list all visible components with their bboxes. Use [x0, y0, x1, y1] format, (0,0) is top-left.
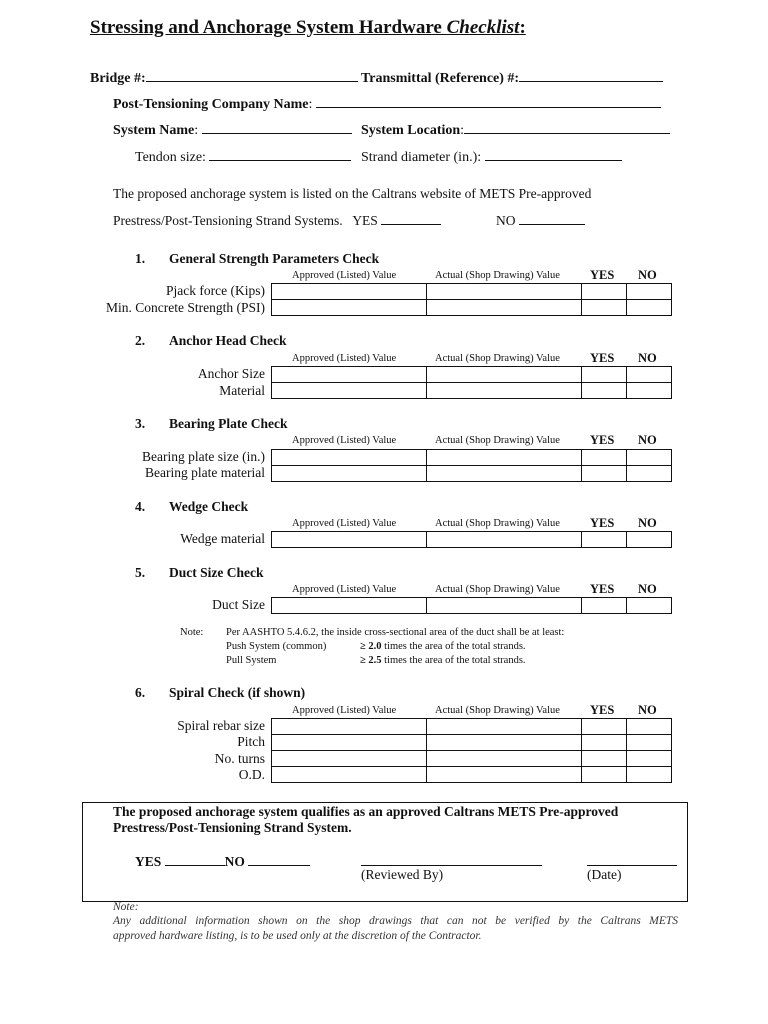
- no-cell[interactable]: [627, 532, 672, 548]
- yes-cell[interactable]: [582, 383, 627, 399]
- approval-yes-no: [135, 851, 310, 870]
- yes-cell[interactable]: [582, 532, 627, 548]
- approval-line2: Prestress/Post-Tensioning Strand System.: [113, 820, 352, 835]
- yes-cell[interactable]: [582, 450, 627, 466]
- no-cell[interactable]: [627, 300, 672, 316]
- col-no: NO: [638, 351, 657, 365]
- col-yes: YES: [590, 582, 615, 596]
- col-approved: Approved (Listed) Value: [292, 705, 397, 716]
- section-3-number: 3.: [135, 416, 146, 431]
- transmittal-label: Transmittal (Reference) #:: [361, 71, 520, 86]
- bridge-input[interactable]: [146, 67, 358, 82]
- duct-note-text: Per AASHTO 5.4.6.2, the inside cross-sectional area of the duct shall be at least:: [226, 627, 565, 638]
- actual-cell[interactable]: [427, 767, 582, 783]
- row-label: Material: [219, 383, 265, 398]
- col-approved: Approved (Listed) Value: [292, 270, 397, 281]
- row-label: Min. Concrete Strength (PSI): [106, 300, 265, 315]
- approval-no-input[interactable]: [248, 851, 310, 866]
- footer-note-line2: approved hardware listing, is to be used only at the discretion of the Contractor.: [113, 930, 482, 942]
- section-3-title: Bearing Plate Check: [169, 416, 288, 431]
- col-yes: YES: [590, 703, 615, 717]
- system-name-field: System Name:: [113, 119, 352, 139]
- col-actual: Actual (Shop Drawing) Value: [435, 518, 560, 529]
- col-actual: Actual (Shop Drawing) Value: [435, 435, 560, 446]
- row-label: Anchor Size: [197, 366, 265, 381]
- company-field: Post-Tensioning Company Name:: [113, 93, 661, 113]
- push-text: times the area of the total strands.: [381, 641, 526, 652]
- table-row: [272, 383, 672, 399]
- intro-no-input[interactable]: [519, 210, 585, 225]
- section-1-title: General Strength Parameters Check: [169, 251, 380, 266]
- title-italic: Checklist: [446, 17, 520, 38]
- section-4-number: 4.: [135, 499, 146, 514]
- no-cell[interactable]: [627, 767, 672, 783]
- col-yes: YES: [590, 351, 615, 365]
- col-approved: Approved (Listed) Value: [292, 353, 397, 364]
- approved-cell[interactable]: [272, 532, 427, 548]
- title-main: Stressing and Anchorage System Hardware: [90, 17, 447, 38]
- row-label: O.D.: [238, 767, 265, 782]
- col-no: NO: [638, 433, 657, 447]
- bridge-label: Bridge #:: [90, 71, 146, 86]
- actual-cell[interactable]: [427, 719, 582, 735]
- intro-no: [496, 210, 585, 229]
- company-input[interactable]: [316, 93, 661, 108]
- actual-cell[interactable]: [427, 598, 582, 614]
- row-label: Wedge material: [180, 531, 265, 546]
- actual-cell[interactable]: [427, 367, 582, 383]
- section-6-title: Spiral Check (if shown): [169, 685, 306, 700]
- table-row: [272, 598, 672, 614]
- col-no: NO: [638, 582, 657, 596]
- date-input[interactable]: [587, 851, 677, 866]
- intro-yes-input[interactable]: [381, 210, 441, 225]
- company-label: Post-Tensioning Company Name: [113, 97, 309, 112]
- tendon-size-input[interactable]: [209, 146, 351, 161]
- approval-line1: The proposed anchorage system qualifies as an approved Caltrans METS Pre-approved: [113, 804, 619, 819]
- row-label: Bearing plate size (in.): [142, 449, 265, 464]
- actual-cell[interactable]: [427, 300, 582, 316]
- table-row: [272, 751, 672, 767]
- pull-text: times the area of the total strands.: [381, 655, 526, 666]
- push-value: ≥ 2.0: [360, 641, 382, 652]
- approved-cell[interactable]: [272, 598, 427, 614]
- approval-yes-input[interactable]: [165, 851, 225, 866]
- yes-cell[interactable]: [582, 367, 627, 383]
- system-location-label: System Location: [361, 123, 461, 138]
- section-2-number: 2.: [135, 333, 146, 348]
- row-label: Pitch: [237, 734, 265, 749]
- yes-cell[interactable]: [582, 719, 627, 735]
- no-cell[interactable]: [627, 719, 672, 735]
- table-row: [272, 300, 672, 316]
- approved-cell[interactable]: [272, 719, 427, 735]
- section-3-table: [271, 449, 672, 482]
- table-row: [272, 767, 672, 783]
- col-approved: Approved (Listed) Value: [292, 435, 397, 446]
- approved-cell[interactable]: [272, 367, 427, 383]
- footer-note-label: Note:: [113, 901, 139, 913]
- footer-note-line1: Any additional information shown on the shop drawings that can not be verified by the Caltrans METS: [113, 915, 678, 927]
- section-1-table: [271, 283, 672, 316]
- approved-cell[interactable]: [272, 466, 427, 482]
- yes-cell[interactable]: [582, 466, 627, 482]
- row-label: No. turns: [214, 751, 265, 766]
- actual-cell[interactable]: [427, 466, 582, 482]
- section-5-number: 5.: [135, 565, 146, 580]
- row-label: Spiral rebar size: [177, 718, 265, 733]
- approval-no-label: NO: [224, 854, 245, 869]
- strand-diameter-input[interactable]: [485, 146, 622, 161]
- title-colon: :: [519, 17, 526, 38]
- approval-yes-label: YES: [135, 854, 162, 869]
- section-5-title: Duct Size Check: [169, 565, 264, 580]
- reviewed-by-input[interactable]: [361, 851, 542, 866]
- reviewed-by-label: (Reviewed By): [361, 867, 444, 882]
- yes-cell[interactable]: [582, 284, 627, 300]
- approved-cell[interactable]: [272, 383, 427, 399]
- strand-diameter-label: Strand diameter (in.):: [361, 150, 482, 165]
- yes-cell[interactable]: [582, 751, 627, 767]
- no-cell[interactable]: [627, 450, 672, 466]
- no-cell[interactable]: [627, 383, 672, 399]
- section-1-number: 1.: [135, 251, 146, 266]
- actual-cell[interactable]: [427, 735, 582, 751]
- approved-cell[interactable]: [272, 300, 427, 316]
- system-location-field: System Location:: [361, 119, 670, 139]
- intro-text: Prestress/Post-Tensioning Strand Systems.: [113, 213, 343, 228]
- no-cell[interactable]: [627, 367, 672, 383]
- section-4-table: [271, 531, 672, 548]
- row-label: Duct Size: [212, 597, 265, 612]
- approved-cell[interactable]: [272, 450, 427, 466]
- yes-cell[interactable]: [582, 300, 627, 316]
- yes-cell[interactable]: [582, 598, 627, 614]
- col-actual: Actual (Shop Drawing) Value: [435, 353, 560, 364]
- table-row: [272, 719, 672, 735]
- section-2-title: Anchor Head Check: [169, 333, 287, 348]
- actual-cell[interactable]: [427, 450, 582, 466]
- actual-cell[interactable]: [427, 532, 582, 548]
- approved-cell[interactable]: [272, 735, 427, 751]
- section-2-table: [271, 366, 672, 399]
- approved-cell[interactable]: [272, 751, 427, 767]
- intro-yes-label: YES: [352, 213, 378, 228]
- col-yes: YES: [590, 433, 615, 447]
- page-title: [90, 17, 526, 39]
- no-cell[interactable]: [627, 598, 672, 614]
- section-4-title: Wedge Check: [169, 499, 249, 514]
- col-approved: Approved (Listed) Value: [292, 518, 397, 529]
- system-location-input[interactable]: [464, 119, 670, 134]
- actual-cell[interactable]: [427, 383, 582, 399]
- section-6-number: 6.: [135, 685, 146, 700]
- intro-no-label: NO: [496, 213, 516, 228]
- col-actual: Actual (Shop Drawing) Value: [435, 705, 560, 716]
- system-name-input[interactable]: [202, 119, 352, 134]
- approved-cell[interactable]: [272, 284, 427, 300]
- duct-note-label: Note:: [180, 627, 204, 638]
- col-yes: YES: [590, 516, 615, 530]
- intro-line1: The proposed anchorage system is listed on the Caltrans website of METS Pre-approved: [113, 186, 592, 201]
- strand-diameter-field: [361, 146, 622, 166]
- section-5-table: [271, 597, 672, 614]
- row-label: Bearing plate material: [145, 465, 265, 480]
- row-label: Pjack force (Kips): [166, 283, 265, 298]
- date-label: (Date): [587, 867, 622, 882]
- pull-value: ≥ 2.5: [360, 655, 382, 666]
- push-system-label: Push System (common): [226, 641, 327, 652]
- table-row: [272, 450, 672, 466]
- col-no: NO: [638, 268, 657, 282]
- push-system-value: [360, 641, 526, 652]
- col-yes: YES: [590, 268, 615, 282]
- actual-cell[interactable]: [427, 284, 582, 300]
- bridge-field: [90, 67, 358, 87]
- tendon-size-label: Tendon size:: [135, 150, 206, 165]
- no-cell[interactable]: [627, 735, 672, 751]
- no-cell[interactable]: [627, 284, 672, 300]
- table-row: [272, 284, 672, 300]
- table-row: [272, 532, 672, 548]
- table-row: [272, 367, 672, 383]
- pull-system-value: [360, 655, 526, 666]
- table-row: [272, 735, 672, 751]
- no-cell[interactable]: [627, 751, 672, 767]
- pull-system-label: Pull System: [226, 655, 277, 666]
- tendon-size-field: [135, 146, 351, 166]
- col-no: NO: [638, 516, 657, 530]
- no-cell[interactable]: [627, 466, 672, 482]
- actual-cell[interactable]: [427, 751, 582, 767]
- yes-cell[interactable]: [582, 767, 627, 783]
- col-approved: Approved (Listed) Value: [292, 584, 397, 595]
- col-actual: Actual (Shop Drawing) Value: [435, 584, 560, 595]
- approved-cell[interactable]: [272, 767, 427, 783]
- transmittal-input[interactable]: [519, 67, 663, 82]
- intro-line2: [113, 210, 441, 229]
- system-name-label: System Name: [113, 123, 195, 138]
- transmittal-field: [361, 67, 663, 87]
- section-6-table: [271, 718, 672, 783]
- col-no: NO: [638, 703, 657, 717]
- col-actual: Actual (Shop Drawing) Value: [435, 270, 560, 281]
- table-row: [272, 466, 672, 482]
- yes-cell[interactable]: [582, 735, 627, 751]
